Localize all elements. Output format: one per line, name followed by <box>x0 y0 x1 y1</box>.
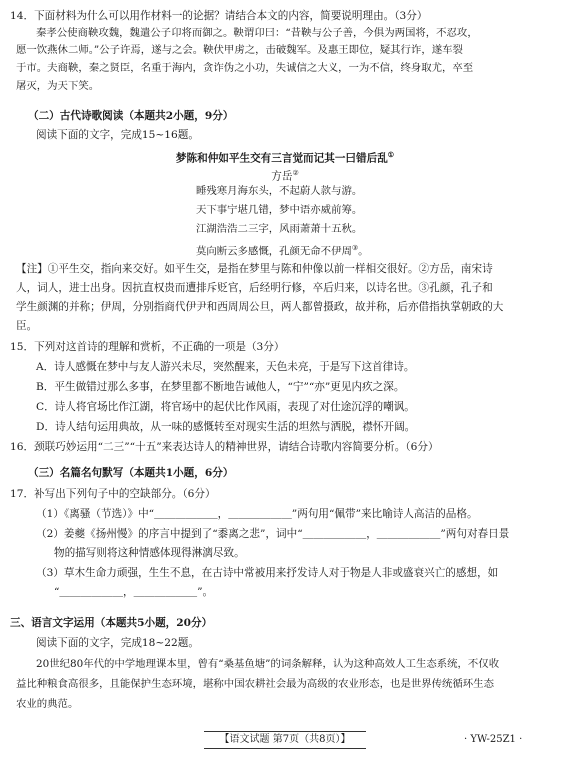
notes-line: 人，词人，进士出身。因抗直权贵而遭排斥贬官，后经明行修，卒后归来，以诗名世。③孔颜，孔子和 <box>16 282 493 294</box>
paragraph-line: 农业的典范。 <box>16 698 79 710</box>
poem-line: 江湖浩浩二三字，风雨萧萧十五秋。 <box>196 223 363 235</box>
q15-option-c: C．诗人将官场比作江湖，将官场中的起伏比作风雨，表现了对仕途沉浮的嘲讽。 <box>36 401 415 413</box>
notes-line: 【注】①平生交，指向来交好。如平生交，是指在梦里与陈和仲像以前一样相交很好。②方岳，南宋诗 <box>16 263 493 275</box>
q17-item: “＿＿＿＿＿＿，＿＿＿＿＿＿”。 <box>54 586 214 598</box>
q14-material-line: 于市。夫商鞅，秦之贤臣，名重于海内，贪诈伪之小功，失诚信之大义，一为不信，终身取尤，卒至 <box>16 62 474 74</box>
poem-end-punct: 。 <box>358 245 369 258</box>
q14-question: 14．下面材料为什么可以用作材料一的论据？请结合本文的内容，简要说明理由。（3分） <box>10 10 428 22</box>
page-number: 【语文试题 第7页（共8页）】 <box>219 734 351 745</box>
notes-line: 学生颜渊的并称；伊周，分别指商代伊尹和西周周公旦，两人都曾摄政，故并称，后亦借指执掌朝政的大 <box>16 301 504 313</box>
poem-line: 睡残寒月海东头，不起蔚人款与游。 <box>196 185 363 197</box>
poem-title-note: ① <box>387 150 395 159</box>
q17-item: 物的描写则将这种情感体现得淋漓尽致。 <box>54 547 245 559</box>
poem-title <box>0 148 570 166</box>
q15-question: 15．下列对这首诗的理解和赏析，不正确的一项是（3分） <box>10 341 285 353</box>
q14-material-line: 秦孝公使商鞅攻魏，魏遣公子卬将而御之。鞅谓卬曰：“昔鞅与公子善，今俱为两国将，不忍攻， <box>36 27 478 39</box>
q17-item: （2）姜夔《扬州慢》的序言中提到了“黍离之悲”，词中“＿＿＿＿＿＿，＿＿＿＿＿＿”两句对春日景 <box>36 528 510 540</box>
poem-title-text: 梦陈和仲如平生交有三言觉而记其一曰错后乱 <box>175 152 388 165</box>
section-title-language: 三、语言文字运用（本题共5小题，20分） <box>10 617 213 629</box>
poem-author-note: ② <box>292 169 299 177</box>
poem-last-line-text: 莫向断云多感慨，孔颜无命不伊周 <box>196 245 352 258</box>
q17-question: 17．补写出下列句子中的空缺部分。（6分） <box>10 488 216 500</box>
section-instruction: 阅读下面的文字，完成18~22题。 <box>36 637 199 649</box>
poem-line <box>196 241 369 258</box>
poem-author-name: 方岳 <box>271 170 293 183</box>
paragraph-line: 益比种粮食高很多，且能保护生态环境，堪称中国农耕社会最为高级的农业形态，也是世界传统循环生态 <box>16 678 494 690</box>
notes-line: 臣。 <box>16 320 38 332</box>
poem-author <box>0 166 570 184</box>
section-title-recitation: （三）名篇名句默写（本题共1小题，6分） <box>28 467 234 479</box>
q17-item: （1）《离骚（节选）》中“＿＿＿＿＿＿，＿＿＿＿＿＿”两句用“佩带”来比喻诗人高洁的品格。 <box>36 508 478 520</box>
exam-code: · YW-25Z1 · <box>464 734 523 745</box>
section-instruction: 阅读下面的文字，完成15~16题。 <box>36 129 199 141</box>
poem-line: 天下事宁堪几错，梦中语亦威前筹。 <box>196 204 363 216</box>
q15-option-a: A．诗人感慨在梦中与友人游兴未尽，突然醒来，天色未亮，于是写下这首律诗。 <box>36 361 415 373</box>
paragraph-line: 20世纪80年代的中学地理课本里，曾有“桑基鱼塘”的词条解释，认为这种高效人工生态系统，不仅收 <box>36 658 500 670</box>
q15-option-d: D．诗人结句运用典故，从一味的感慨转至对现实生活的坦然与洒脱，襟怀开阔。 <box>36 421 416 433</box>
poem-last-line-note: ③ <box>351 244 359 252</box>
q16-question: 16．颈联巧妙运用“二三”“十五”来表达诗人的精神世界，请结合诗歌内容简要分析。（6分） <box>10 441 439 453</box>
q15-option-b: B．平生做错过那么多事，在梦里都不断地告诫他人，“宁”“亦”更见内疚之深。 <box>36 381 405 393</box>
section-title-poetry: （二）古代诗歌阅读（本题共2小题，9分） <box>28 110 234 122</box>
q17-item: （3）草木生命力顽强，生生不息，在古诗中常被用来抒发诗人对于物是人非或盛衰兴亡的感想，如 <box>36 567 499 579</box>
q14-material-line: 屠灭，为天下笑。 <box>16 80 100 92</box>
q14-material-line: 愿一饮燕休二师。”公子许焉，遂与之会。鞅伏甲虏之，击破魏军。及惠王即位，疑其行诈，遂车裂 <box>16 44 463 56</box>
